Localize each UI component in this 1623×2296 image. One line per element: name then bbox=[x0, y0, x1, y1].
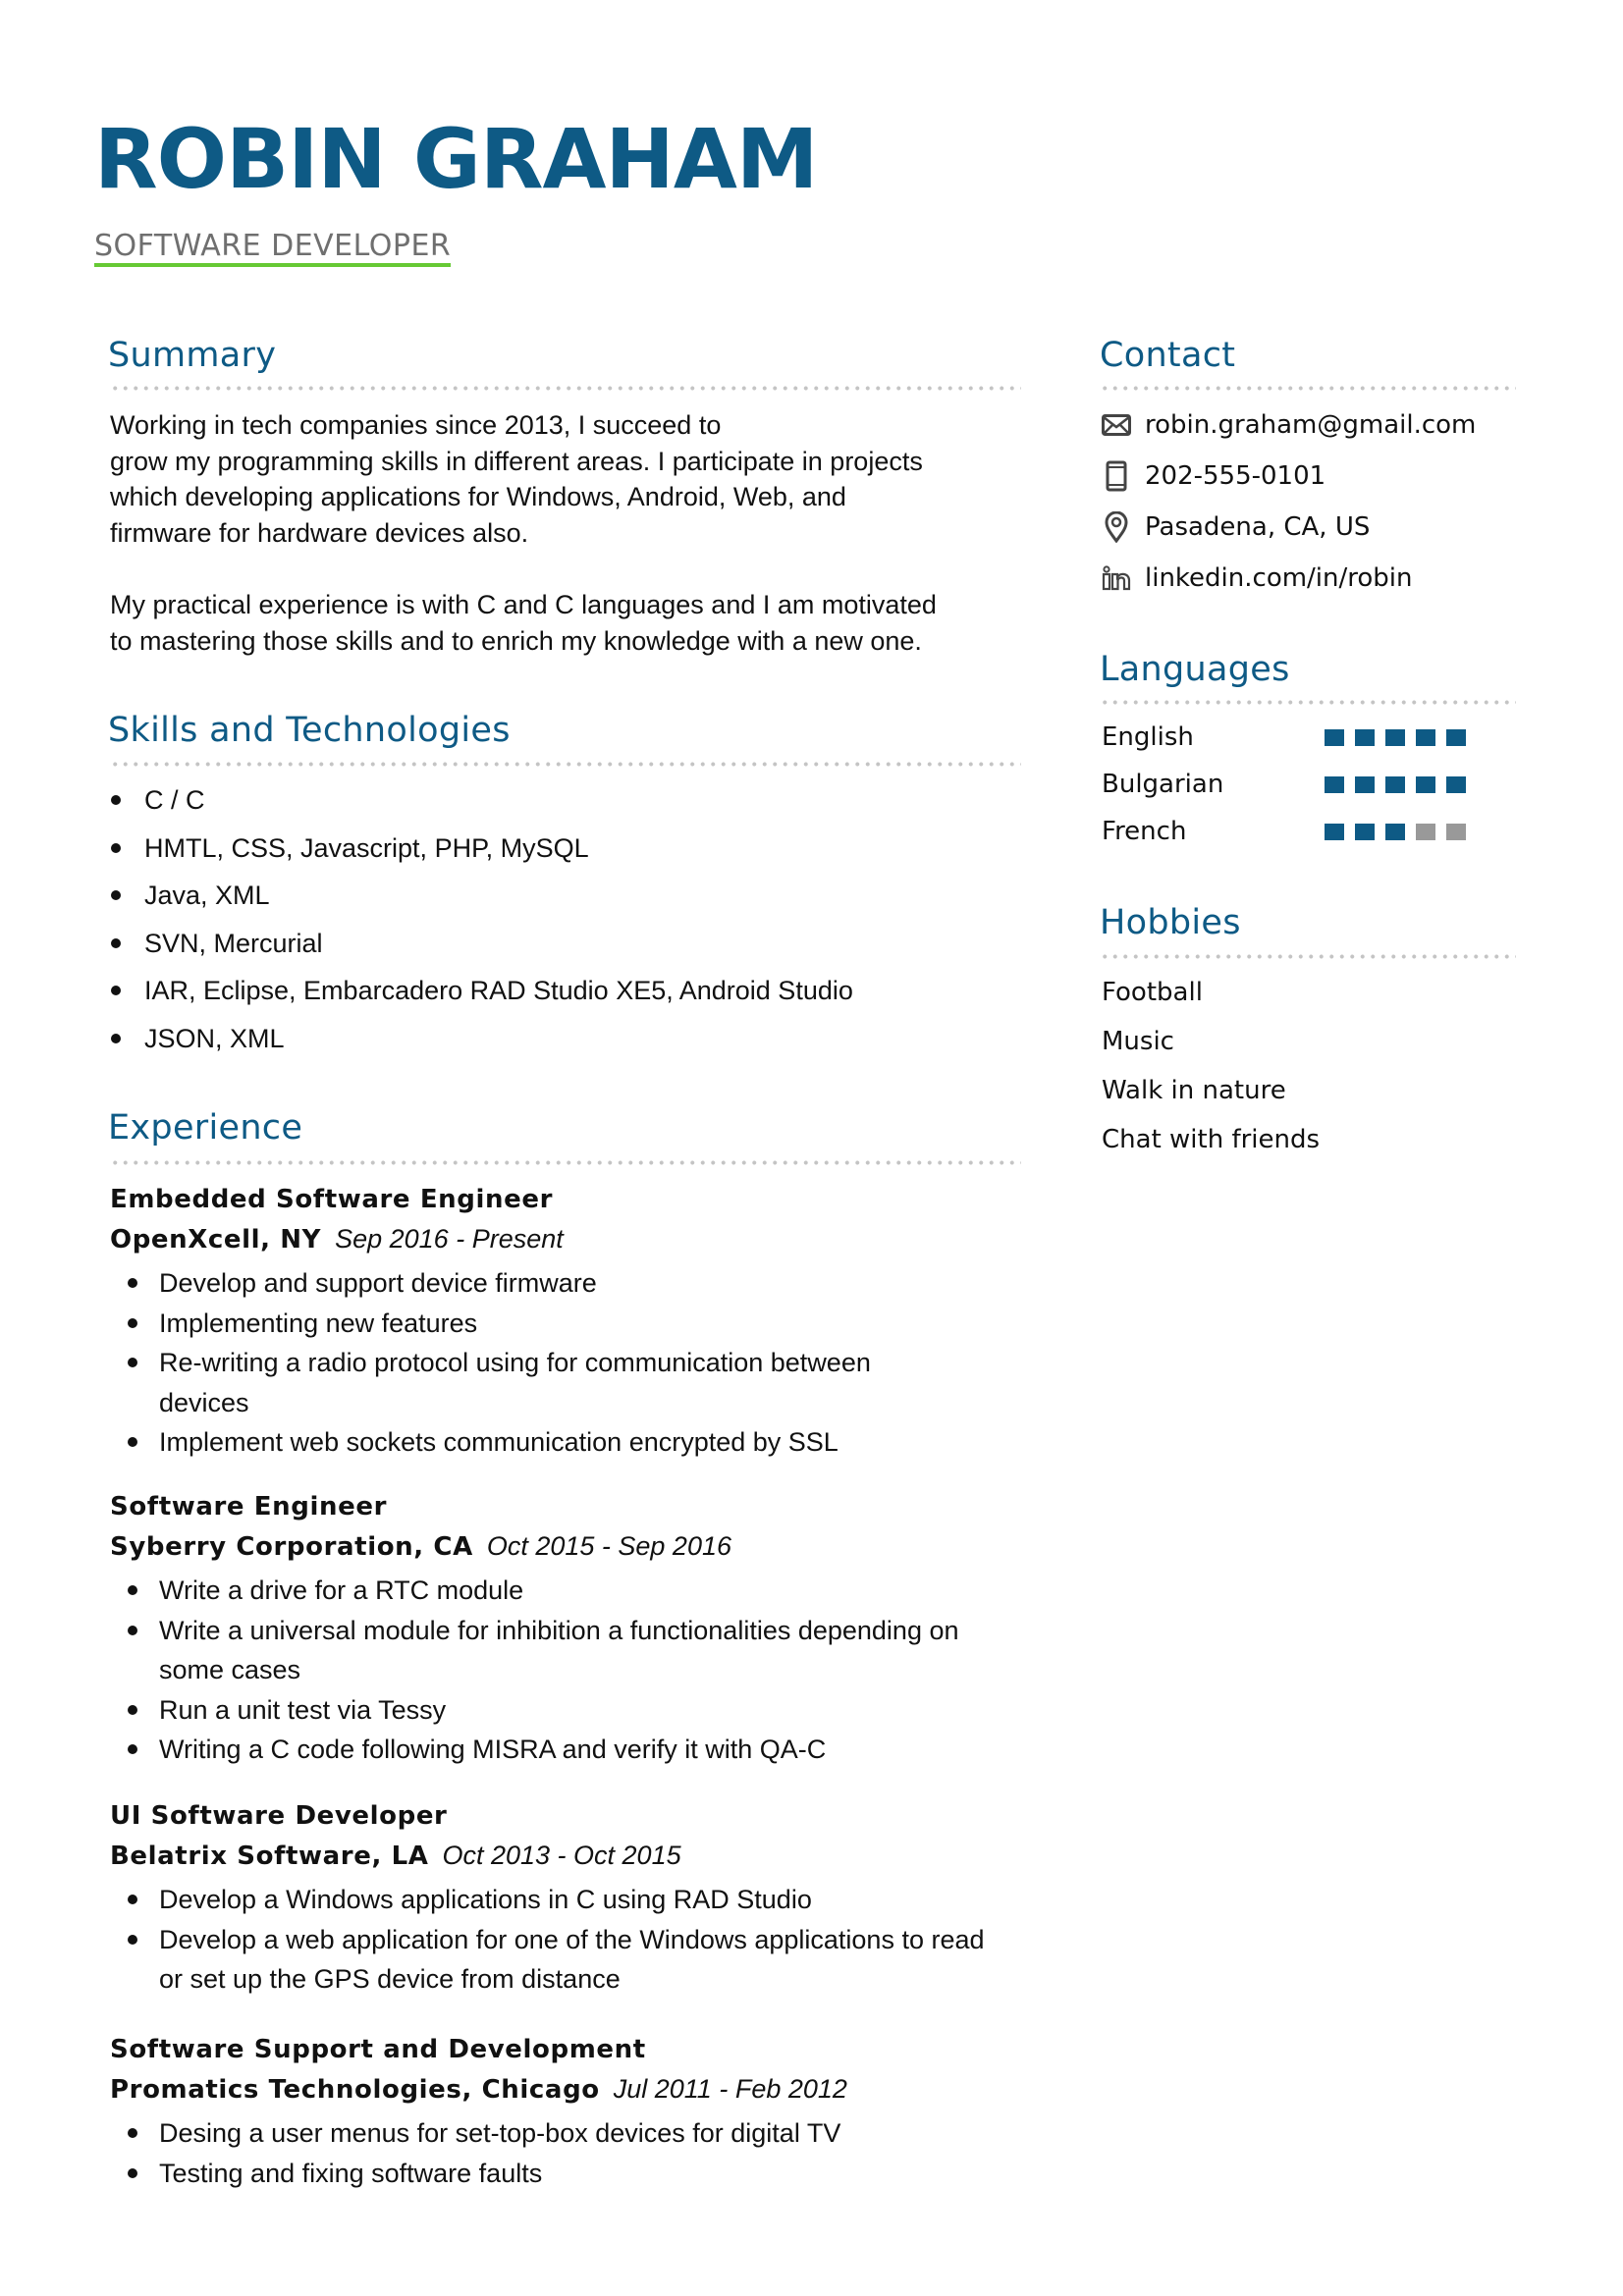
level-square-filled bbox=[1385, 729, 1405, 746]
job-dates: Oct 2013 - Oct 2015 bbox=[442, 1841, 681, 1870]
bullet-icon bbox=[111, 986, 121, 995]
bullet-icon bbox=[111, 938, 121, 948]
job-title-subtitle: SOFTWARE DEVELOPER bbox=[94, 230, 451, 267]
skill-item: JSON, XML bbox=[111, 1021, 1024, 1069]
job-company-line bbox=[110, 1526, 1023, 1567]
contact-location: Pasadena, CA, US bbox=[1102, 507, 1370, 547]
experience-divider bbox=[110, 1160, 1021, 1165]
location-pin-icon bbox=[1102, 512, 1131, 542]
job-bullet: Writing a C code following MISRA and verify it with QA-C bbox=[110, 1730, 1023, 1770]
skill-item: IAR, Eclipse, Embarcadero RAD Studio XE5, Android Studio bbox=[111, 973, 1024, 1021]
contact-email[interactable]: robin.graham@gmail.com bbox=[1102, 405, 1476, 445]
language-row bbox=[1102, 765, 1494, 804]
job-bullet: Write a drive for a RTC module bbox=[110, 1571, 1023, 1611]
summary-heading: Summary bbox=[108, 336, 277, 375]
language-level-bar bbox=[1325, 776, 1477, 793]
hobbies-divider bbox=[1100, 954, 1516, 959]
bullet-icon bbox=[128, 1278, 137, 1288]
level-square-filled bbox=[1325, 824, 1344, 840]
hobby-item: Chat with friends bbox=[1102, 1125, 1321, 1154]
bullet-icon bbox=[128, 1744, 137, 1754]
language-row bbox=[1102, 718, 1494, 757]
job-company: Belatrix Software, LA bbox=[110, 1842, 429, 1871]
bullet-icon bbox=[128, 1437, 137, 1447]
job-entry bbox=[110, 2030, 1023, 2193]
language-name: Bulgarian bbox=[1102, 770, 1224, 799]
skill-item: Java, XML bbox=[111, 878, 1024, 926]
job-position: Embedded Software Engineer bbox=[110, 1185, 554, 1214]
level-square-empty bbox=[1416, 824, 1435, 840]
level-square-filled bbox=[1355, 729, 1375, 746]
job-bullet: Re-writing a radio protocol using for communication between devices bbox=[110, 1343, 1023, 1422]
job-bullets bbox=[110, 1571, 1023, 1770]
bullet-icon bbox=[128, 1358, 137, 1367]
envelope-icon bbox=[1102, 410, 1131, 440]
linkedin-icon bbox=[1102, 563, 1131, 593]
hobby-item: Music bbox=[1102, 1027, 1174, 1056]
job-bullet: Desing a user menus for set-top-box devices for digital TV bbox=[110, 2113, 1023, 2154]
level-square-filled bbox=[1416, 776, 1435, 793]
bullet-icon bbox=[128, 1705, 137, 1715]
summary-text bbox=[110, 407, 1033, 659]
job-bullet: Develop and support device firmware bbox=[110, 1263, 1023, 1304]
summary-line: My practical experience is with C and C languages and I am motivated bbox=[110, 589, 937, 619]
language-level-bar bbox=[1325, 824, 1477, 840]
job-bullet: Develop a Windows applications in C using RAD Studio bbox=[110, 1880, 1023, 1920]
level-square-filled bbox=[1325, 776, 1344, 793]
skill-item: C / C bbox=[111, 782, 1024, 830]
contact-divider bbox=[1100, 386, 1516, 391]
level-square-filled bbox=[1446, 729, 1466, 746]
level-square-filled bbox=[1446, 776, 1466, 793]
level-square-filled bbox=[1325, 729, 1344, 746]
job-bullet: Run a unit test via Tessy bbox=[110, 1690, 1023, 1731]
job-company-line bbox=[110, 1219, 1023, 1259]
phone-icon bbox=[1102, 461, 1131, 491]
bullet-icon bbox=[111, 795, 121, 805]
bullet-icon bbox=[128, 2128, 137, 2138]
contact-phone[interactable]: 202-555-0101 bbox=[1102, 456, 1325, 496]
skills-list bbox=[111, 782, 1024, 1068]
job-bullet: Testing and fixing software faults bbox=[110, 2154, 1023, 2194]
job-dates: Jul 2011 - Feb 2012 bbox=[613, 2074, 847, 2104]
skill-item: SVN, Mercurial bbox=[111, 926, 1024, 974]
skill-item: HMTL, CSS, Javascript, PHP, MySQL bbox=[111, 830, 1024, 879]
contact-heading: Contact bbox=[1100, 336, 1236, 375]
contact-linkedin[interactable]: linkedin.com/in/robin bbox=[1102, 559, 1413, 598]
hobby-item: Walk in nature bbox=[1102, 1076, 1286, 1105]
summary-line: firmware for hardware devices also. bbox=[110, 517, 529, 548]
summary-line: Working in tech companies since 2013, I succeed to bbox=[110, 410, 722, 440]
job-bullets bbox=[110, 1880, 1023, 2000]
level-square-filled bbox=[1355, 776, 1375, 793]
job-bullet: Write a universal module for inhibition a functionalities depending on some cases bbox=[110, 1611, 1023, 1690]
job-bullet: Develop a web application for one of the Windows applications to read or set up the GPS device from distance bbox=[110, 1920, 1023, 2000]
language-name: French bbox=[1102, 817, 1187, 846]
bullet-icon bbox=[111, 890, 121, 900]
job-entry bbox=[110, 1487, 1023, 1770]
job-bullets bbox=[110, 2113, 1023, 2193]
language-name: English bbox=[1102, 722, 1194, 752]
candidate-name: ROBIN GRAHAM bbox=[94, 111, 818, 207]
job-bullet: Implement web sockets communication encrypted by SSL bbox=[110, 1422, 1023, 1463]
job-company: Promatics Technologies, Chicago bbox=[110, 2075, 600, 2105]
bullet-icon bbox=[111, 843, 121, 853]
job-position: Software Support and Development bbox=[110, 2035, 646, 2064]
hobbies-heading: Hobbies bbox=[1100, 903, 1241, 942]
level-square-empty bbox=[1446, 824, 1466, 840]
level-square-filled bbox=[1385, 824, 1405, 840]
job-entry bbox=[110, 1796, 1023, 2000]
job-company-line bbox=[110, 1836, 1023, 1876]
summary-line: which developing applications for Windows, Android, Web, and bbox=[110, 482, 846, 512]
bullet-icon bbox=[128, 1895, 137, 1904]
job-dates: Oct 2015 - Sep 2016 bbox=[486, 1531, 731, 1561]
bullet-icon bbox=[111, 1034, 121, 1043]
level-square-filled bbox=[1355, 824, 1375, 840]
job-company: Syberry Corporation, CA bbox=[110, 1532, 473, 1562]
job-company-line bbox=[110, 2069, 1023, 2109]
summary-line: to mastering those skills and to enrich my knowledge with a new one. bbox=[110, 625, 922, 656]
bullet-icon bbox=[128, 1585, 137, 1595]
summary-divider bbox=[110, 386, 1021, 391]
job-position: Software Engineer bbox=[110, 1492, 387, 1522]
job-bullet: Implementing new features bbox=[110, 1304, 1023, 1344]
languages-divider bbox=[1100, 700, 1516, 705]
skills-divider bbox=[110, 762, 1021, 767]
bullet-icon bbox=[128, 1318, 137, 1328]
skills-heading: Skills and Technologies bbox=[108, 711, 511, 750]
summary-line: grow my programming skills in different areas. I participate in projects bbox=[110, 446, 923, 476]
level-square-filled bbox=[1416, 729, 1435, 746]
job-company: OpenXcell, NY bbox=[110, 1225, 322, 1255]
job-entry bbox=[110, 1180, 1023, 1463]
level-square-filled bbox=[1385, 776, 1405, 793]
bullet-icon bbox=[128, 1626, 137, 1635]
bullet-icon bbox=[128, 2168, 137, 2178]
job-bullets bbox=[110, 1263, 1023, 1463]
hobby-item: Football bbox=[1102, 978, 1203, 1007]
languages-heading: Languages bbox=[1100, 650, 1290, 689]
language-row bbox=[1102, 812, 1494, 851]
job-position: UI Software Developer bbox=[110, 1801, 448, 1831]
language-level-bar bbox=[1325, 729, 1477, 746]
experience-heading: Experience bbox=[108, 1108, 303, 1148]
bullet-icon bbox=[128, 1935, 137, 1945]
job-dates: Sep 2016 - Present bbox=[335, 1224, 564, 1254]
